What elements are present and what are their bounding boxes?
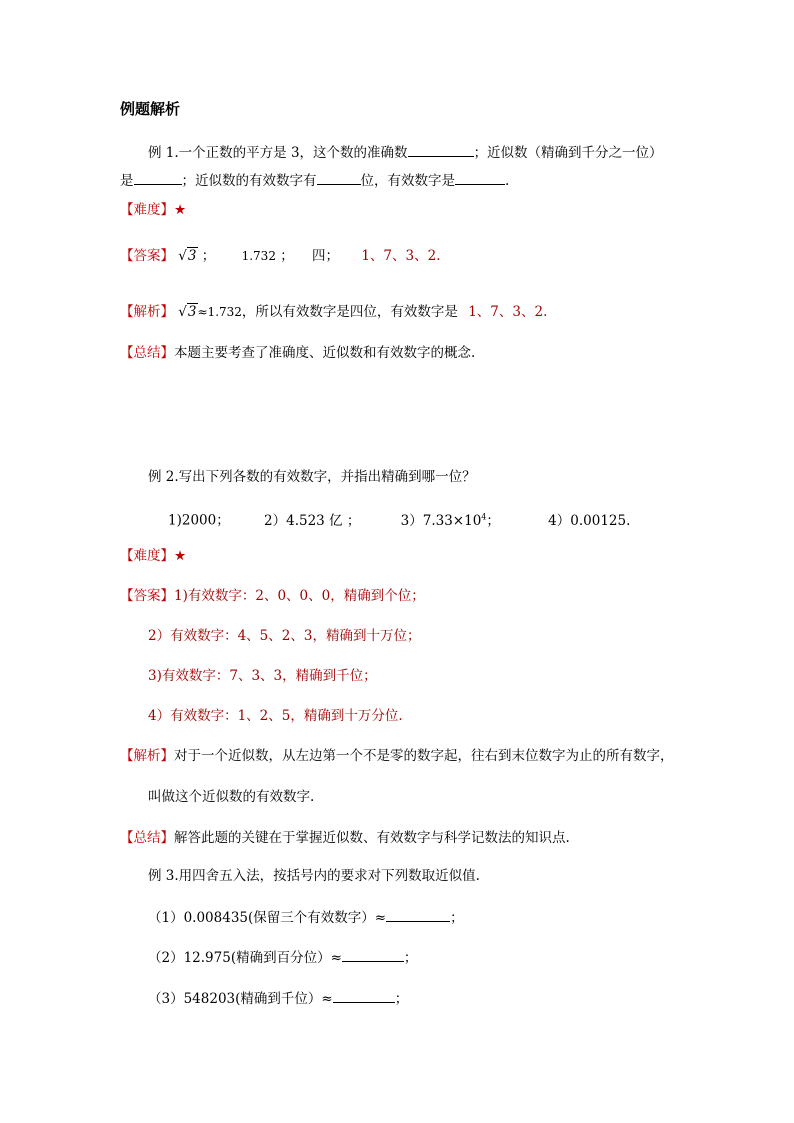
ex1-answer-sep2: ； [280, 248, 294, 264]
ex1-line2-text-a: 是 [120, 173, 134, 189]
analysis-label: 【解析】 [120, 304, 174, 320]
ex2-item-3-base: 3）7.33×10 [400, 512, 482, 529]
ex1-answer-digits: 1、7、3、2. [361, 248, 441, 264]
ex1-blank-approx[interactable] [134, 170, 182, 185]
star-icon: ★ [174, 202, 187, 218]
ex2-answer-3: 3)有效数字：7、3、3，精确到千位； [148, 668, 377, 684]
ex3-item-3-tail: ； [394, 991, 409, 1007]
ex1-analysis-approx: ≈1.732 [197, 305, 242, 319]
ex2-summary-text: 解答此题的关键在于掌握近似数、有效数字与科学记数法的知识点. [174, 830, 570, 846]
section-title: 例题解析 [120, 100, 181, 118]
ex2-answer-1-text: 1)有效数字：2、0、0、0，精确到个位； [174, 588, 425, 604]
ex2-question: 例 2.写出下列各数的有效数字，并指出精确到哪一位？ [148, 469, 476, 485]
answer-label: 【答案】 [120, 248, 174, 264]
ex2-item-3-exp: 4 [481, 512, 487, 521]
summary-label: 【总结】 [120, 345, 174, 361]
ex3-blank-2[interactable] [342, 947, 404, 962]
ex3-blank-1[interactable] [386, 907, 450, 922]
ex2-item-4: 4）0.00125. [548, 512, 631, 529]
ex2-item-3-tail: ； [486, 512, 500, 529]
ex2-analysis-line1: 对于一个近似数，从左边第一个不是零的数字起，往右到末位数字为止的所有数字， [174, 748, 674, 764]
ex1-answer [120, 246, 441, 266]
ex1-answer-count: 四； [312, 248, 340, 264]
ex1-difficulty [120, 200, 186, 220]
ex1-line1-text-b: ；近似数（精确到千分之一位） [473, 145, 663, 161]
ex2-analysis [120, 746, 674, 766]
ex2-items [168, 507, 630, 531]
ex2-analysis-line2: 叫做这个近似数的有效数字. [148, 789, 315, 805]
ex3-item-3-text: （3）548203(精确到千位）≈ [148, 991, 333, 1007]
ex1-line1 [148, 142, 663, 163]
ex3-question: 例 3.用四舍五入法，按括号内的要求对下列数取近似值. [148, 868, 480, 884]
ex2-answer-4: 4）有效数字：1、2、5，精确到十万分位. [148, 708, 403, 724]
ex1-analysis-text: ，所以有效数字是四位，有效数字是 [241, 304, 458, 320]
ex1-analysis [120, 302, 547, 322]
analysis-label: 【解析】 [120, 748, 174, 764]
ex1-line2-text-c: 位，有效数字是 [360, 173, 455, 189]
ex3-item-1-tail: ； [450, 910, 464, 926]
ex1-line2-text-b: ；近似数的有效数字有 [181, 173, 317, 189]
ex1-line2-text-d: . [505, 173, 510, 189]
ex1-summary [120, 343, 475, 363]
summary-label: 【总结】 [120, 830, 174, 846]
ex1-line1-text-a: 例 1.一个正数的平方是 3，这个数的准确数 [148, 145, 408, 161]
ex2-answer-1 [120, 586, 425, 606]
answer-label: 【答案】 [120, 588, 174, 604]
ex3-item-3 [148, 988, 408, 1009]
difficulty-label: 【难度】 [120, 202, 174, 218]
ex3-item-2 [148, 947, 417, 968]
sqrt-symbol: √3 [178, 304, 197, 320]
ex2-answer-2: 2）有效数字：4、5、2、3，精确到十万位； [148, 628, 421, 644]
ex2-item-3 [401, 513, 500, 529]
sqrt-radicand: 3 [187, 248, 197, 264]
ex1-blank-count[interactable] [317, 170, 361, 185]
ex2-difficulty [120, 546, 186, 566]
ex3-item-2-text: （2）12.975(精确到百分位）≈ [148, 950, 342, 966]
sqrt-symbol: √3 [178, 248, 197, 264]
ex3-blank-3[interactable] [333, 988, 395, 1003]
difficulty-label: 【难度】 [120, 548, 174, 564]
ex2-summary [120, 828, 570, 848]
ex1-answer-value: 1.732 [241, 249, 276, 263]
ex1-blank-digits[interactable] [455, 170, 505, 185]
ex1-blank-exact[interactable] [408, 142, 474, 157]
ex1-answer-sep1: ； [201, 248, 216, 264]
sqrt-radicand: 3 [187, 304, 197, 320]
ex3-item-2-tail: ； [403, 950, 418, 966]
ex1-line2 [120, 170, 509, 191]
ex2-item-1: 1)2000； [168, 512, 230, 529]
ex3-item-1-text: （1）0.008435(保留三个有效数字）≈ [148, 910, 387, 926]
ex2-item-2: 2）4.523 亿 ； [264, 512, 361, 529]
ex1-summary-text: 本题主要考查了准确度、近似数和有效数字的概念. [174, 345, 476, 361]
star-icon: ★ [174, 548, 187, 564]
ex3-item-1 [148, 907, 464, 928]
ex1-analysis-digits: 1、7、3、2. [468, 304, 548, 320]
